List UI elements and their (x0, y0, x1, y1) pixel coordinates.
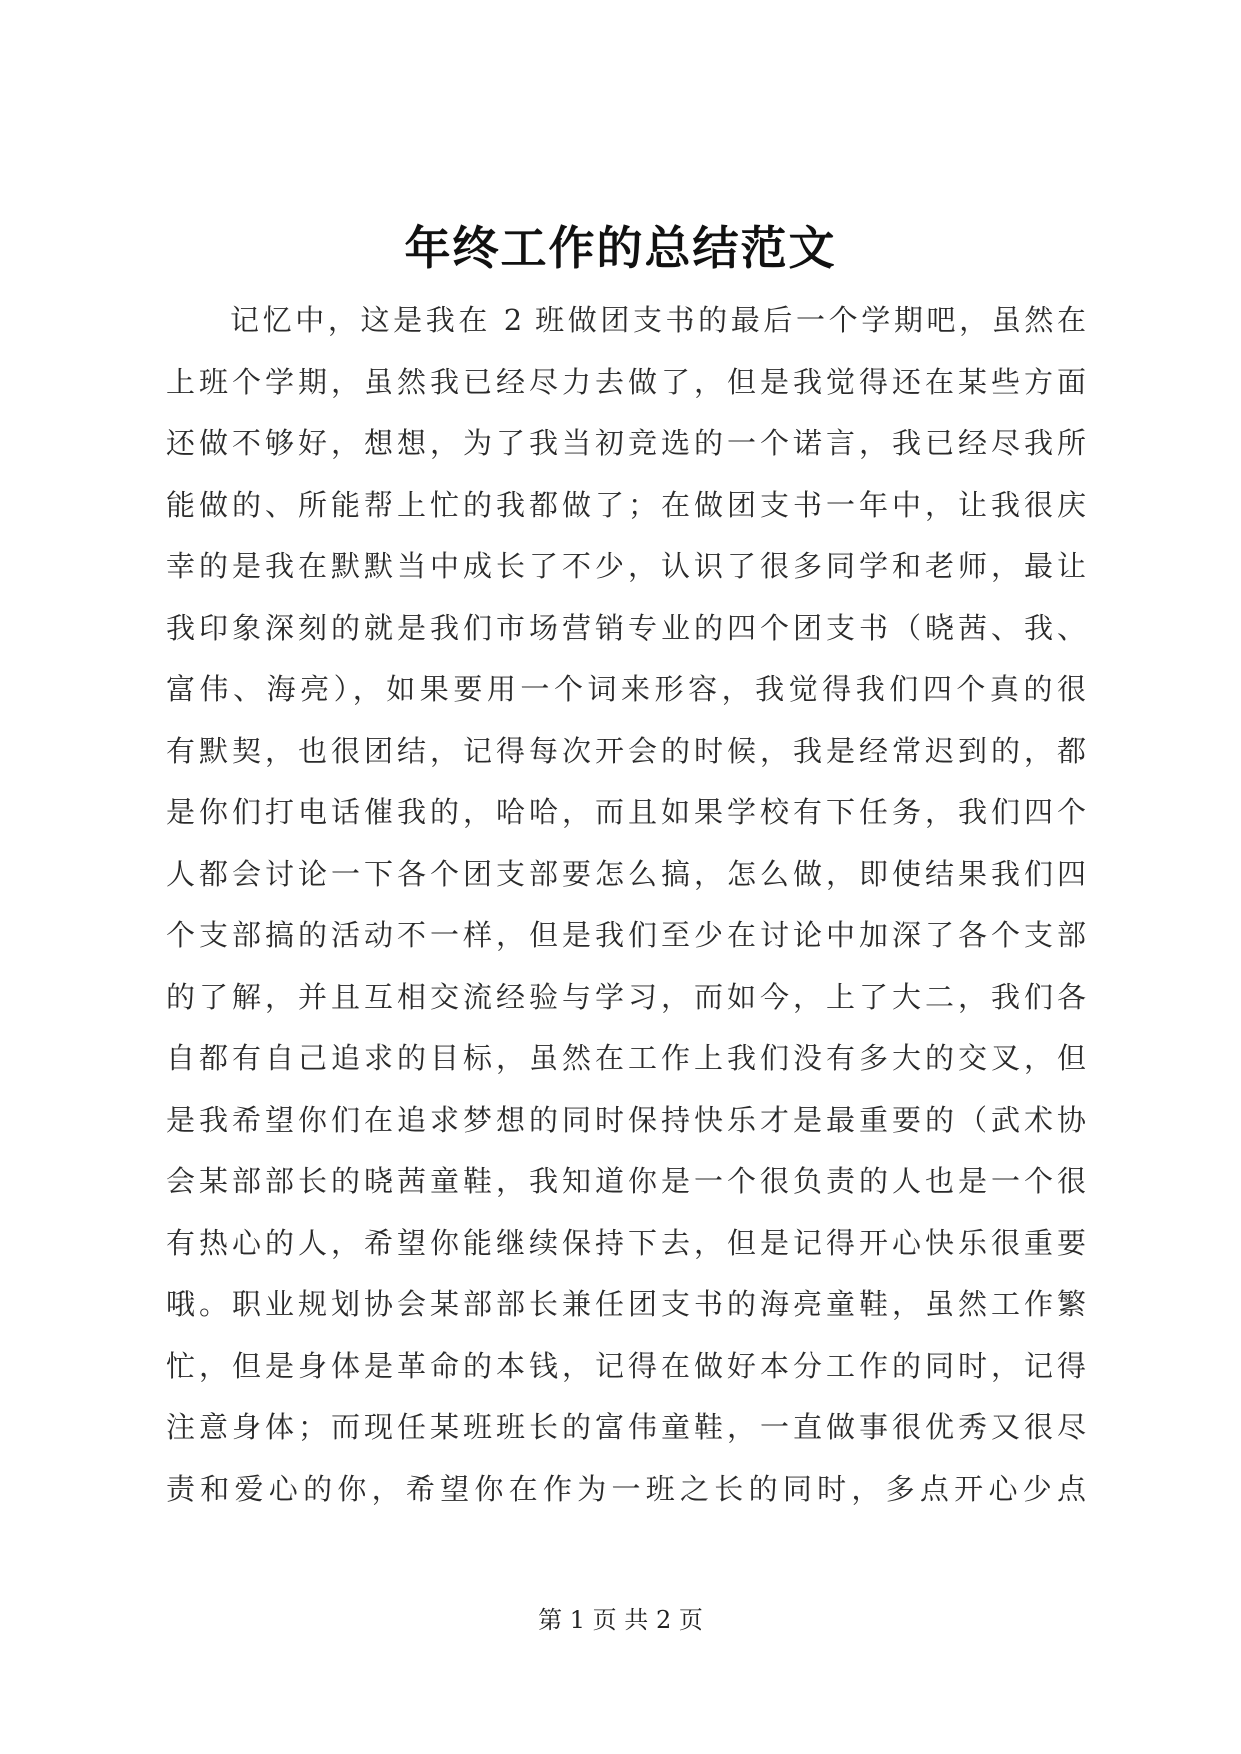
body-line: 幸的是我在默默当中成长了不少，认识了很多同学和老师，最让 (166, 549, 1086, 583)
body-line: 有默契，也很团结，记得每次开会的时候，我是经常迟到的，都 (166, 733, 1086, 768)
body-line: 的了解，并且互相交流经验与学习，而如今，上了大二，我们各 (166, 979, 1086, 1014)
body-line: 会某部部长的晓茜童鞋，我知道你是一个很负责的人也是一个很 (166, 1164, 1086, 1198)
body-line: 上班个学期，虽然我已经尽力去做了，但是我觉得还在某些方面 (166, 364, 1086, 399)
body-line: 责和爱心的你，希望你在作为一班之长的同时，多点开心少点 (166, 1471, 1086, 1506)
body-line: 自都有自己追求的目标，虽然在工作上我们没有多大的交叉，但 (166, 1041, 1086, 1075)
body-line: 记忆中，这是我在 2 班做团支书的最后一个学期吧，虽然在 (230, 303, 1086, 337)
body-line: 是我希望你们在追求梦想的同时保持快乐才是最重要的（武术协 (166, 1102, 1086, 1137)
body-line: 富伟、海亮），如果要用一个词来形容，我觉得我们四个真的很 (166, 672, 1086, 706)
body-line: 还做不够好，想想，为了我当初竞选的一个诺言，我已经尽我所 (166, 426, 1086, 460)
body-line: 个支部搞的活动不一样，但是我们至少在讨论中加深了各个支部 (166, 918, 1086, 952)
body-line: 哦。职业规划协会某部部长兼任团支书的海亮童鞋，虽然工作繁 (166, 1287, 1086, 1321)
body-line: 有热心的人，希望你能继续保持下去，但是记得开心快乐很重要 (166, 1225, 1086, 1260)
page-number-footer: 第 1 页 共 2 页 (538, 1606, 703, 1634)
document-body (166, 290, 1086, 1520)
body-line: 是你们打电话催我的，哈哈，而且如果学校有下任务，我们四个 (166, 795, 1086, 829)
body-line: 能做的、所能帮上忙的我都做了；在做团支书一年中，让我很庆 (166, 487, 1086, 522)
body-line: 注意身体；而现任某班班长的富伟童鞋，一直做事很优秀又很尽 (166, 1410, 1086, 1444)
body-line: 我印象深刻的就是我们市场营销专业的四个团支书（晓茜、我、 (166, 610, 1086, 645)
body-line: 人都会讨论一下各个团支部要怎么搞，怎么做，即使结果我们四 (166, 856, 1086, 891)
body-line: 忙，但是身体是革命的本钱，记得在做好本分工作的同时，记得 (166, 1348, 1086, 1383)
document-title: 年终工作的总结范文 (404, 221, 837, 275)
